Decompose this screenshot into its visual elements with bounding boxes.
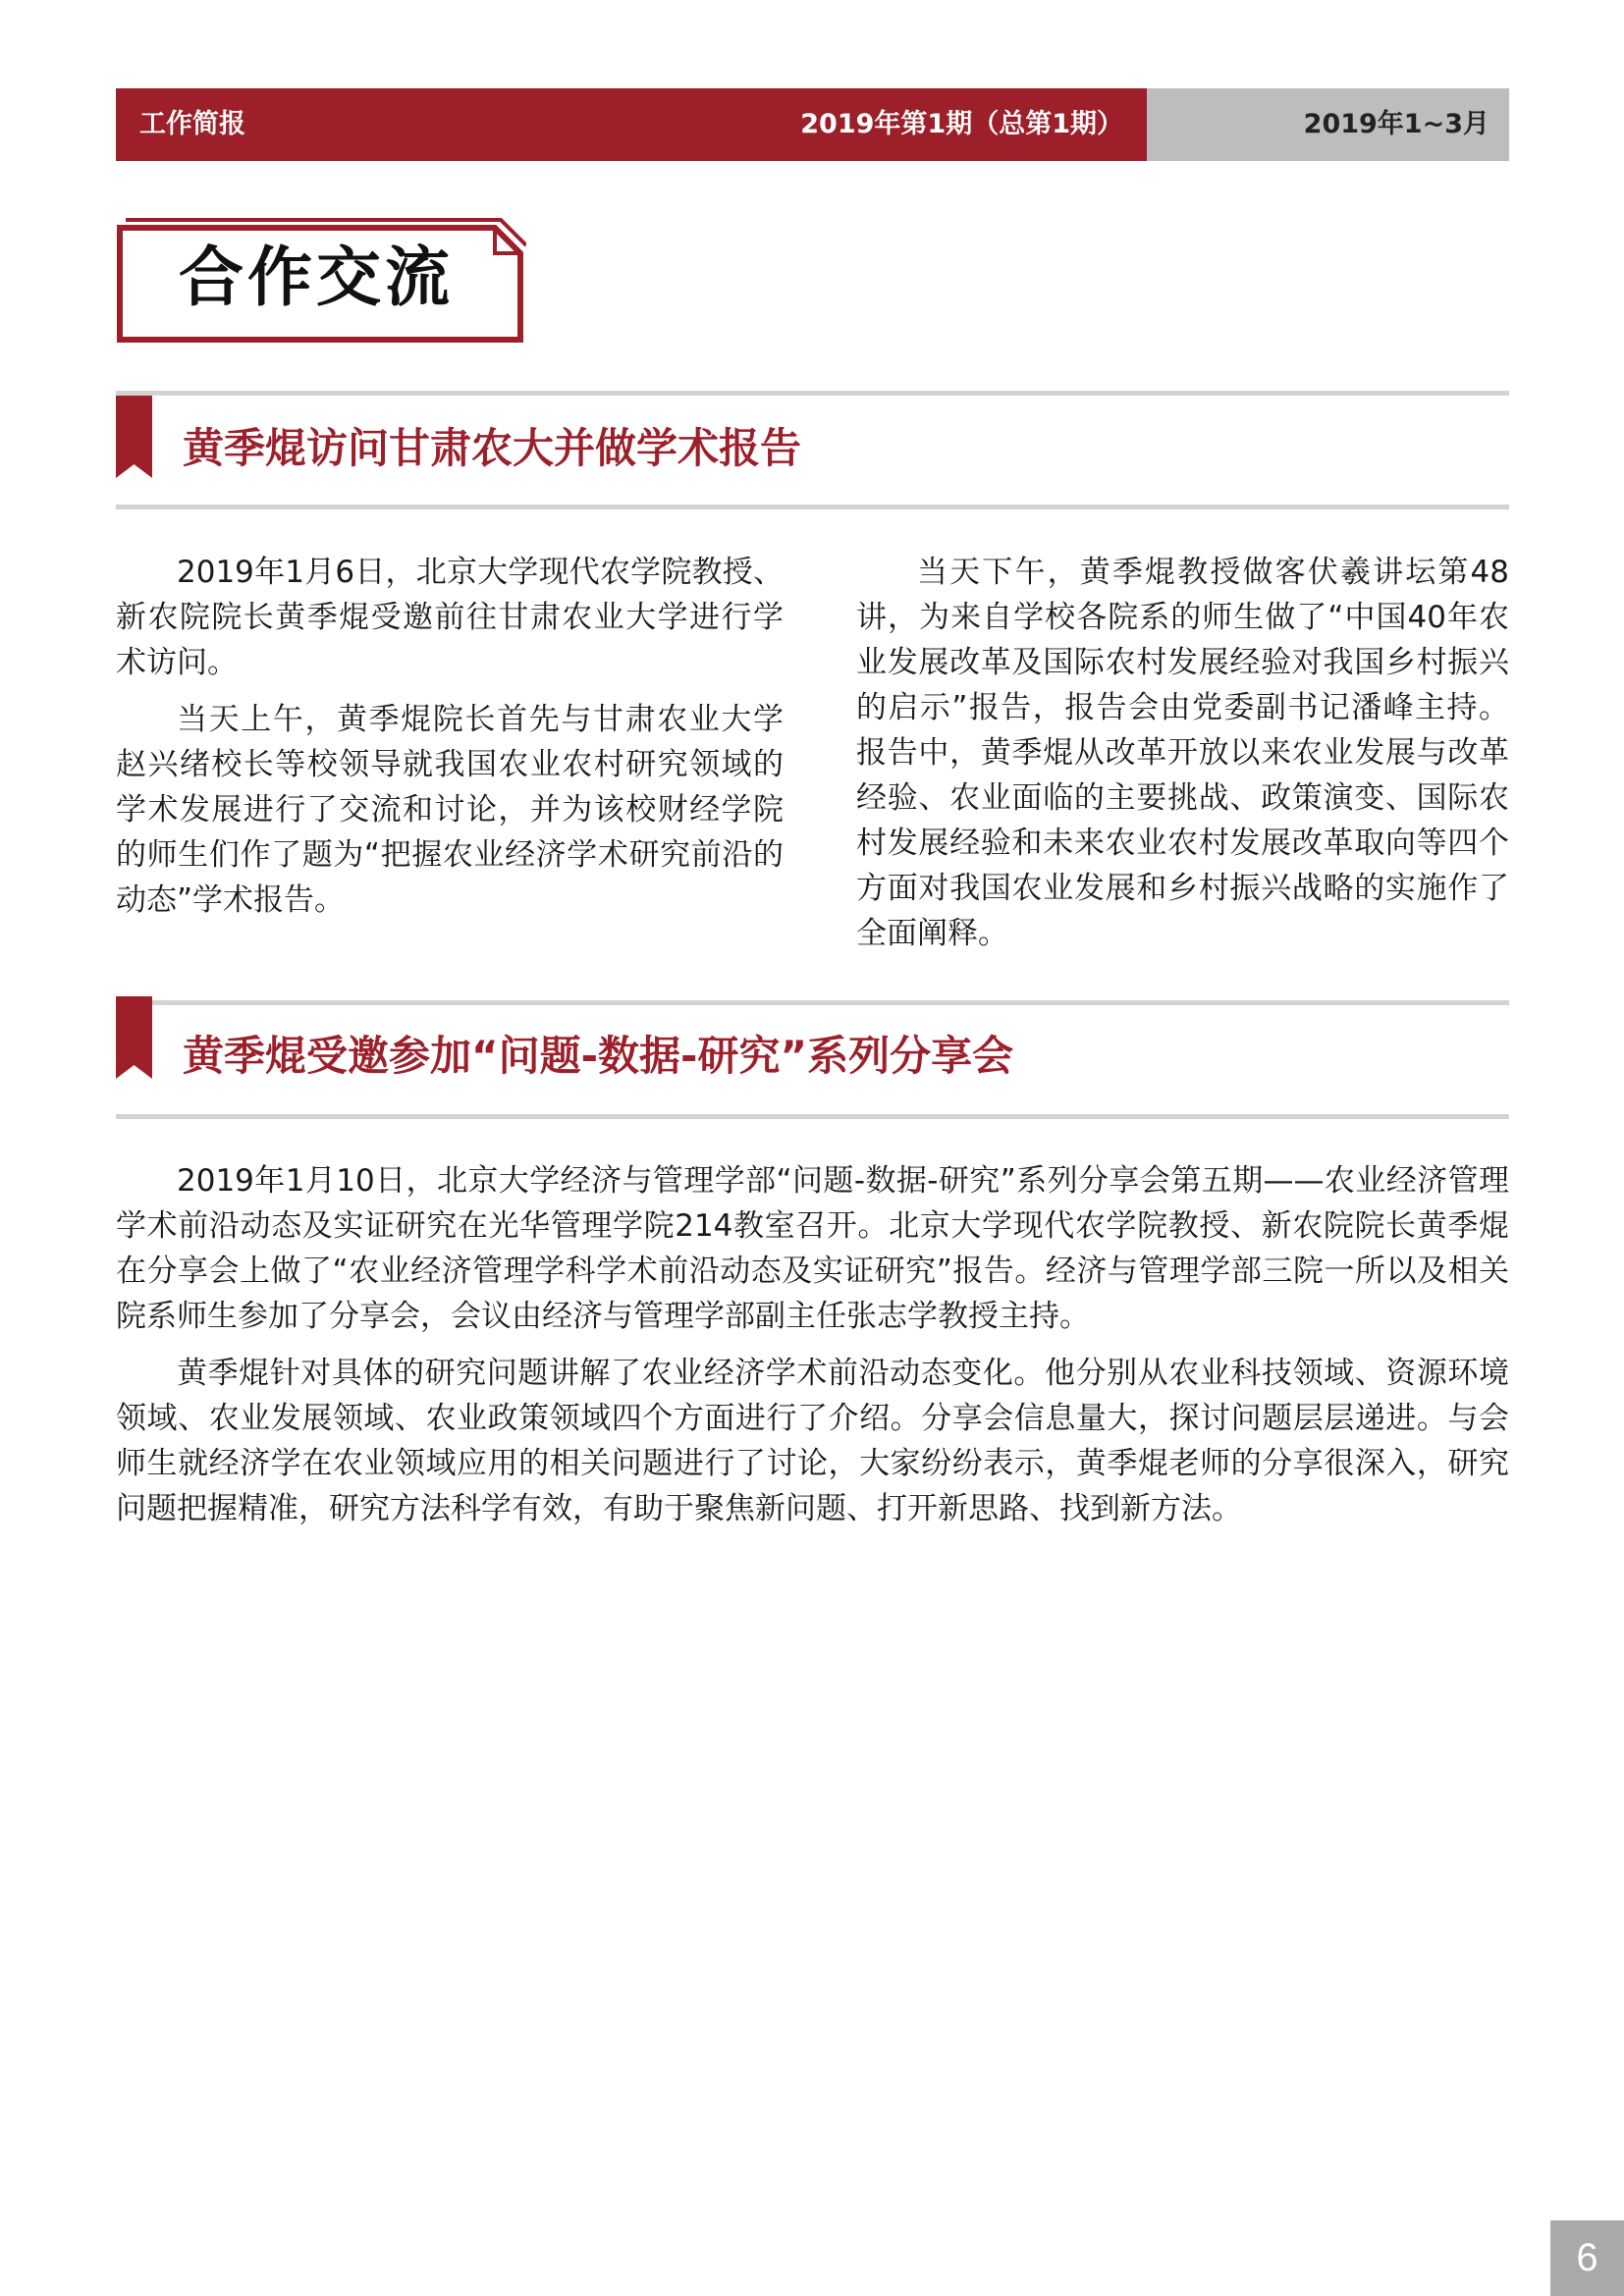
- divider-rule: [116, 391, 1509, 396]
- section-title-box: [116, 216, 526, 344]
- page-number: 6: [1550, 2220, 1624, 2296]
- article-1-column-left: [116, 550, 784, 934]
- newsletter-title: 工作简报: [139, 109, 245, 139]
- issue-date-range: 2019年1~3月: [1303, 109, 1489, 139]
- article-2-body: [116, 1158, 1509, 1543]
- article-1-column-right: [856, 550, 1509, 968]
- page-header: [116, 88, 1509, 161]
- divider-rule: [116, 505, 1509, 509]
- paragraph: 黄季焜针对具体的研究问题讲解了农业经济学术前沿动态变化。他分别从农业科技领域、资源环境领域、农业发展领域、农业政策领域四个方面进行了介绍。分享会信息量大，探讨问题层层递进。与会师生就经济学在农业领域应用的相关问题进行了讨论，大家纷纷表示，黄季焜老师的分享很深入，研究问题把握精准，研究方法科学有效，有助于聚焦新问题、打开新思路、找到新方法。: [116, 1356, 1509, 1526]
- issue-number: 2019年第1期（总第1期）: [800, 109, 1123, 139]
- divider-rule: [116, 1000, 1509, 1005]
- bookmark-flag-icon: [116, 996, 152, 1079]
- article-title-2: 黄季焜受邀参加“问题-数据-研究”系列分享会: [183, 1032, 1014, 1080]
- paragraph: 当天下午，黄季焜教授做客伏羲讲坛第48讲，为来自学校各院系的师生做了“中国40年农业发展改革及国际农村发展经验对我国乡村振兴的启示”报告，报告会由党委副书记潘峰主持。报告中，黄季焜从改革开放以来农业发展与改革经验、农业面临的主要挑战、政策演变、国际农村发展经验和未来农业农村发展改革取向等四个方面对我国农业发展和乡村振兴战略的实施作了全面阐释。: [856, 555, 1509, 951]
- header-grey-band: [1147, 88, 1509, 161]
- paragraph: 当天上午，黄季焜院长首先与甘肃农业大学赵兴绪校长等校领导就我国农业农村研究领域的学术发展进行了交流和讨论，并为该校财经学院的师生们作了题为“把握农业经济学术研究前沿的动态”学术报告。: [116, 702, 784, 918]
- paragraph: 2019年1月6日，北京大学现代农学院教授、新农院院长黄季焜受邀前往甘肃农业大学进行学术访问。: [116, 555, 784, 680]
- paragraph: 2019年1月10日，北京大学经济与管理学部“问题-数据-研究”系列分享会第五期——农业经济管理学术前沿动态及实证研究在光华管理学院214教室召开。北京大学现代农学院教授、新农院院长黄季焜在分享会上做了“农业经济管理学科学术前沿动态及实证研究”报告。经济与管理学部三院一所以及相关院系师生参加了分享会，会议由经济与管理学部副主任张志学教授主持。: [116, 1163, 1509, 1334]
- section-title: 合作交流: [179, 240, 454, 315]
- divider-rule: [116, 1114, 1509, 1119]
- bookmark-flag-icon: [116, 396, 152, 478]
- header-red-band: [116, 88, 1147, 161]
- article-title-1: 黄季焜访问甘肃农大并做学术报告: [183, 424, 802, 472]
